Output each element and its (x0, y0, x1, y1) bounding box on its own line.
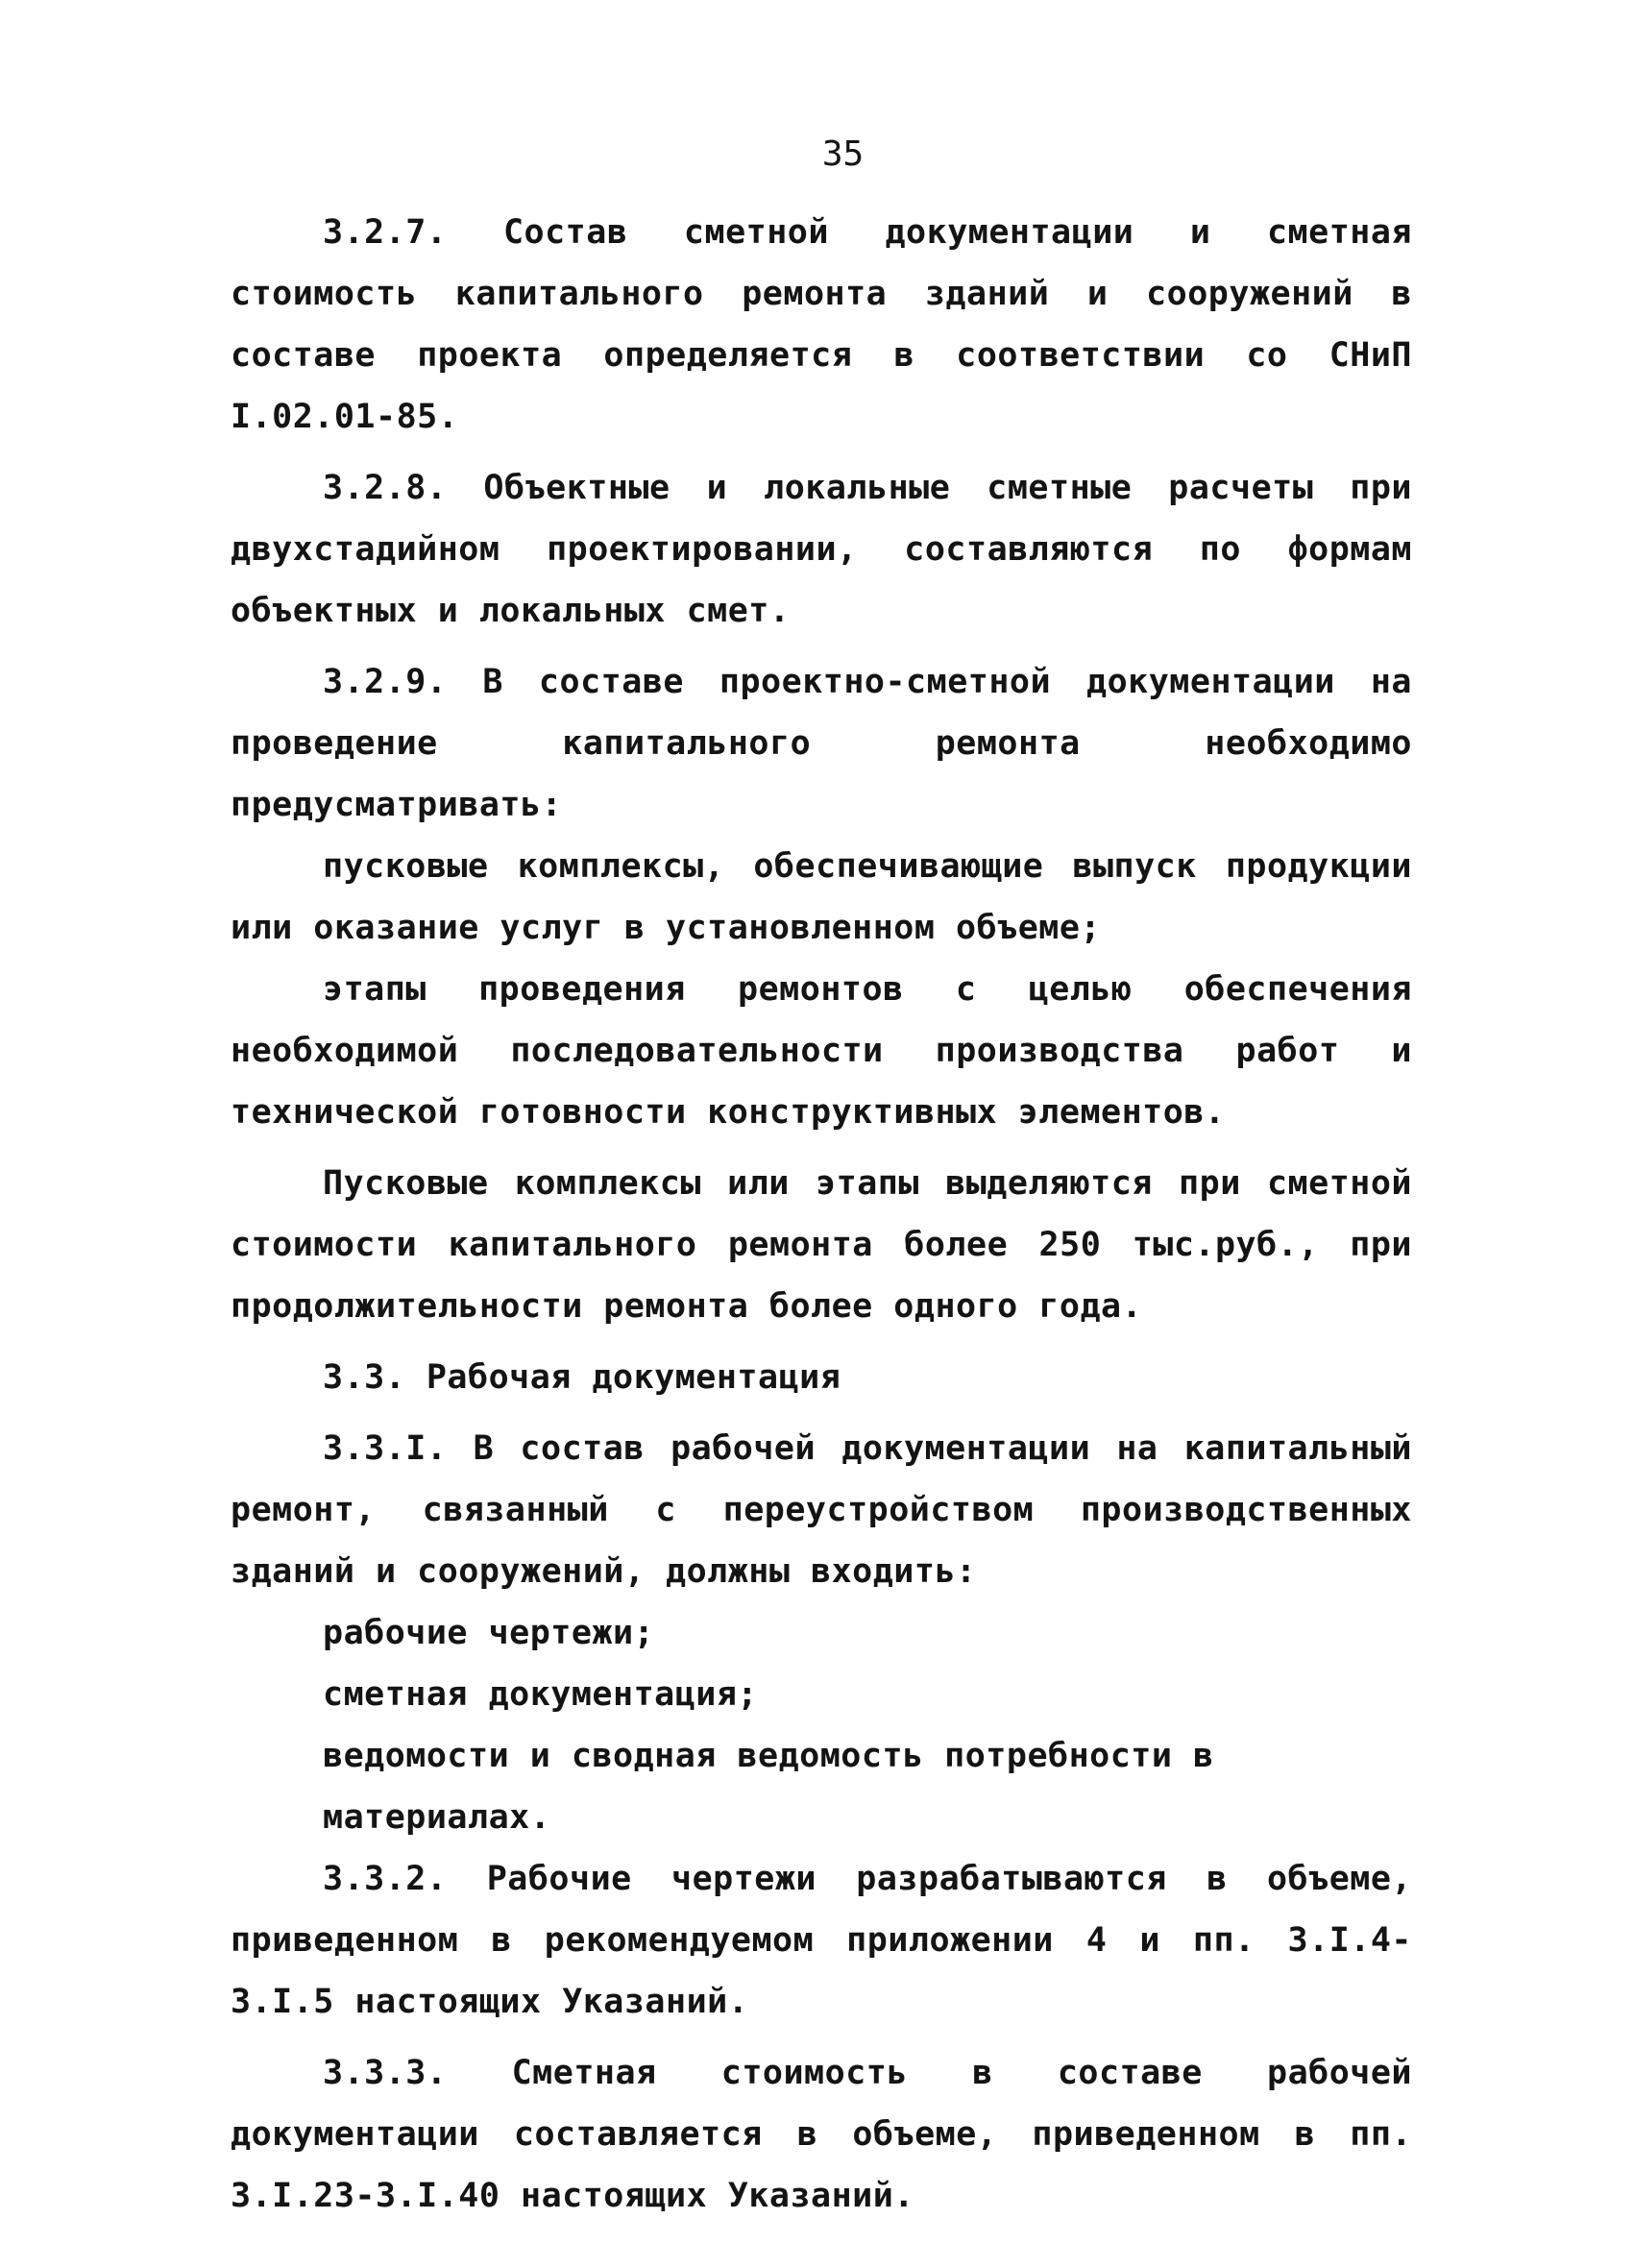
paragraph-3-3-2: 3.3.2. Рабочие чертежи разрабатываются в объеме, приведенном в рекомендуемом приложении 4 и пп. 3.I.4-3.I.5 настоящих Указаний. (231, 1860, 1412, 2021)
list-item-working-drawings: рабочие чертежи; (323, 1614, 655, 1652)
paragraph-3-2-9: 3.2.9. В составе проектно-сметной документации на проведение капитального ремонта необходимо предусматривать: (231, 663, 1412, 824)
list-item-repair-stages: этапы проведения ремонтов с целью обеспечения необходимой последовательности производства работ и технической готовности конструктивных элементов. (231, 970, 1412, 1132)
paragraph-3-3-1: 3.3.I. В состав рабочей документации на капитальный ремонт, связанный с переустройством производственных зданий и сооружений, должны входить: (231, 1429, 1412, 1591)
paragraph-3-2-7: 3.2.7. Состав сметной документации и сметная стоимость капитального ремонта зданий и сооружений в составе проекта определяется в соответствии со СНиП I.02.01-85. (231, 213, 1412, 436)
paragraph-3-3-3: 3.3.3. Сметная стоимость в составе рабочей документации составляется в объеме, приведенном в пп. 3.I.23-3.I.40 настоящих Указаний. (231, 2054, 1412, 2215)
list-item-material-statements: ведомости и сводная ведомость потребности в материалах. (323, 1737, 1214, 1837)
list-item-estimate-docs: сметная документация; (323, 1675, 759, 1714)
page-number: 35 (821, 134, 865, 174)
list-item-launch-complexes: пусковые комплексы, обеспечивающие выпуск продукции или оказание услуг в установленном объеме; (231, 847, 1412, 947)
section-heading-3-3: 3.3. Рабочая документация (323, 1358, 841, 1397)
paragraph-3-2-8: 3.2.8. Объектные и локальные сметные расчеты при двухстадийном проектировании, составляются по формам объектных и локальных смет. (231, 469, 1412, 630)
document-body (231, 202, 1412, 2236)
paragraph-launch-note: Пусковые комплексы или этапы выделяются при сметной стоимости капитального ремонта более 250 тыс.руб., при продолжительности ремонта более одного года. (231, 1164, 1412, 1326)
